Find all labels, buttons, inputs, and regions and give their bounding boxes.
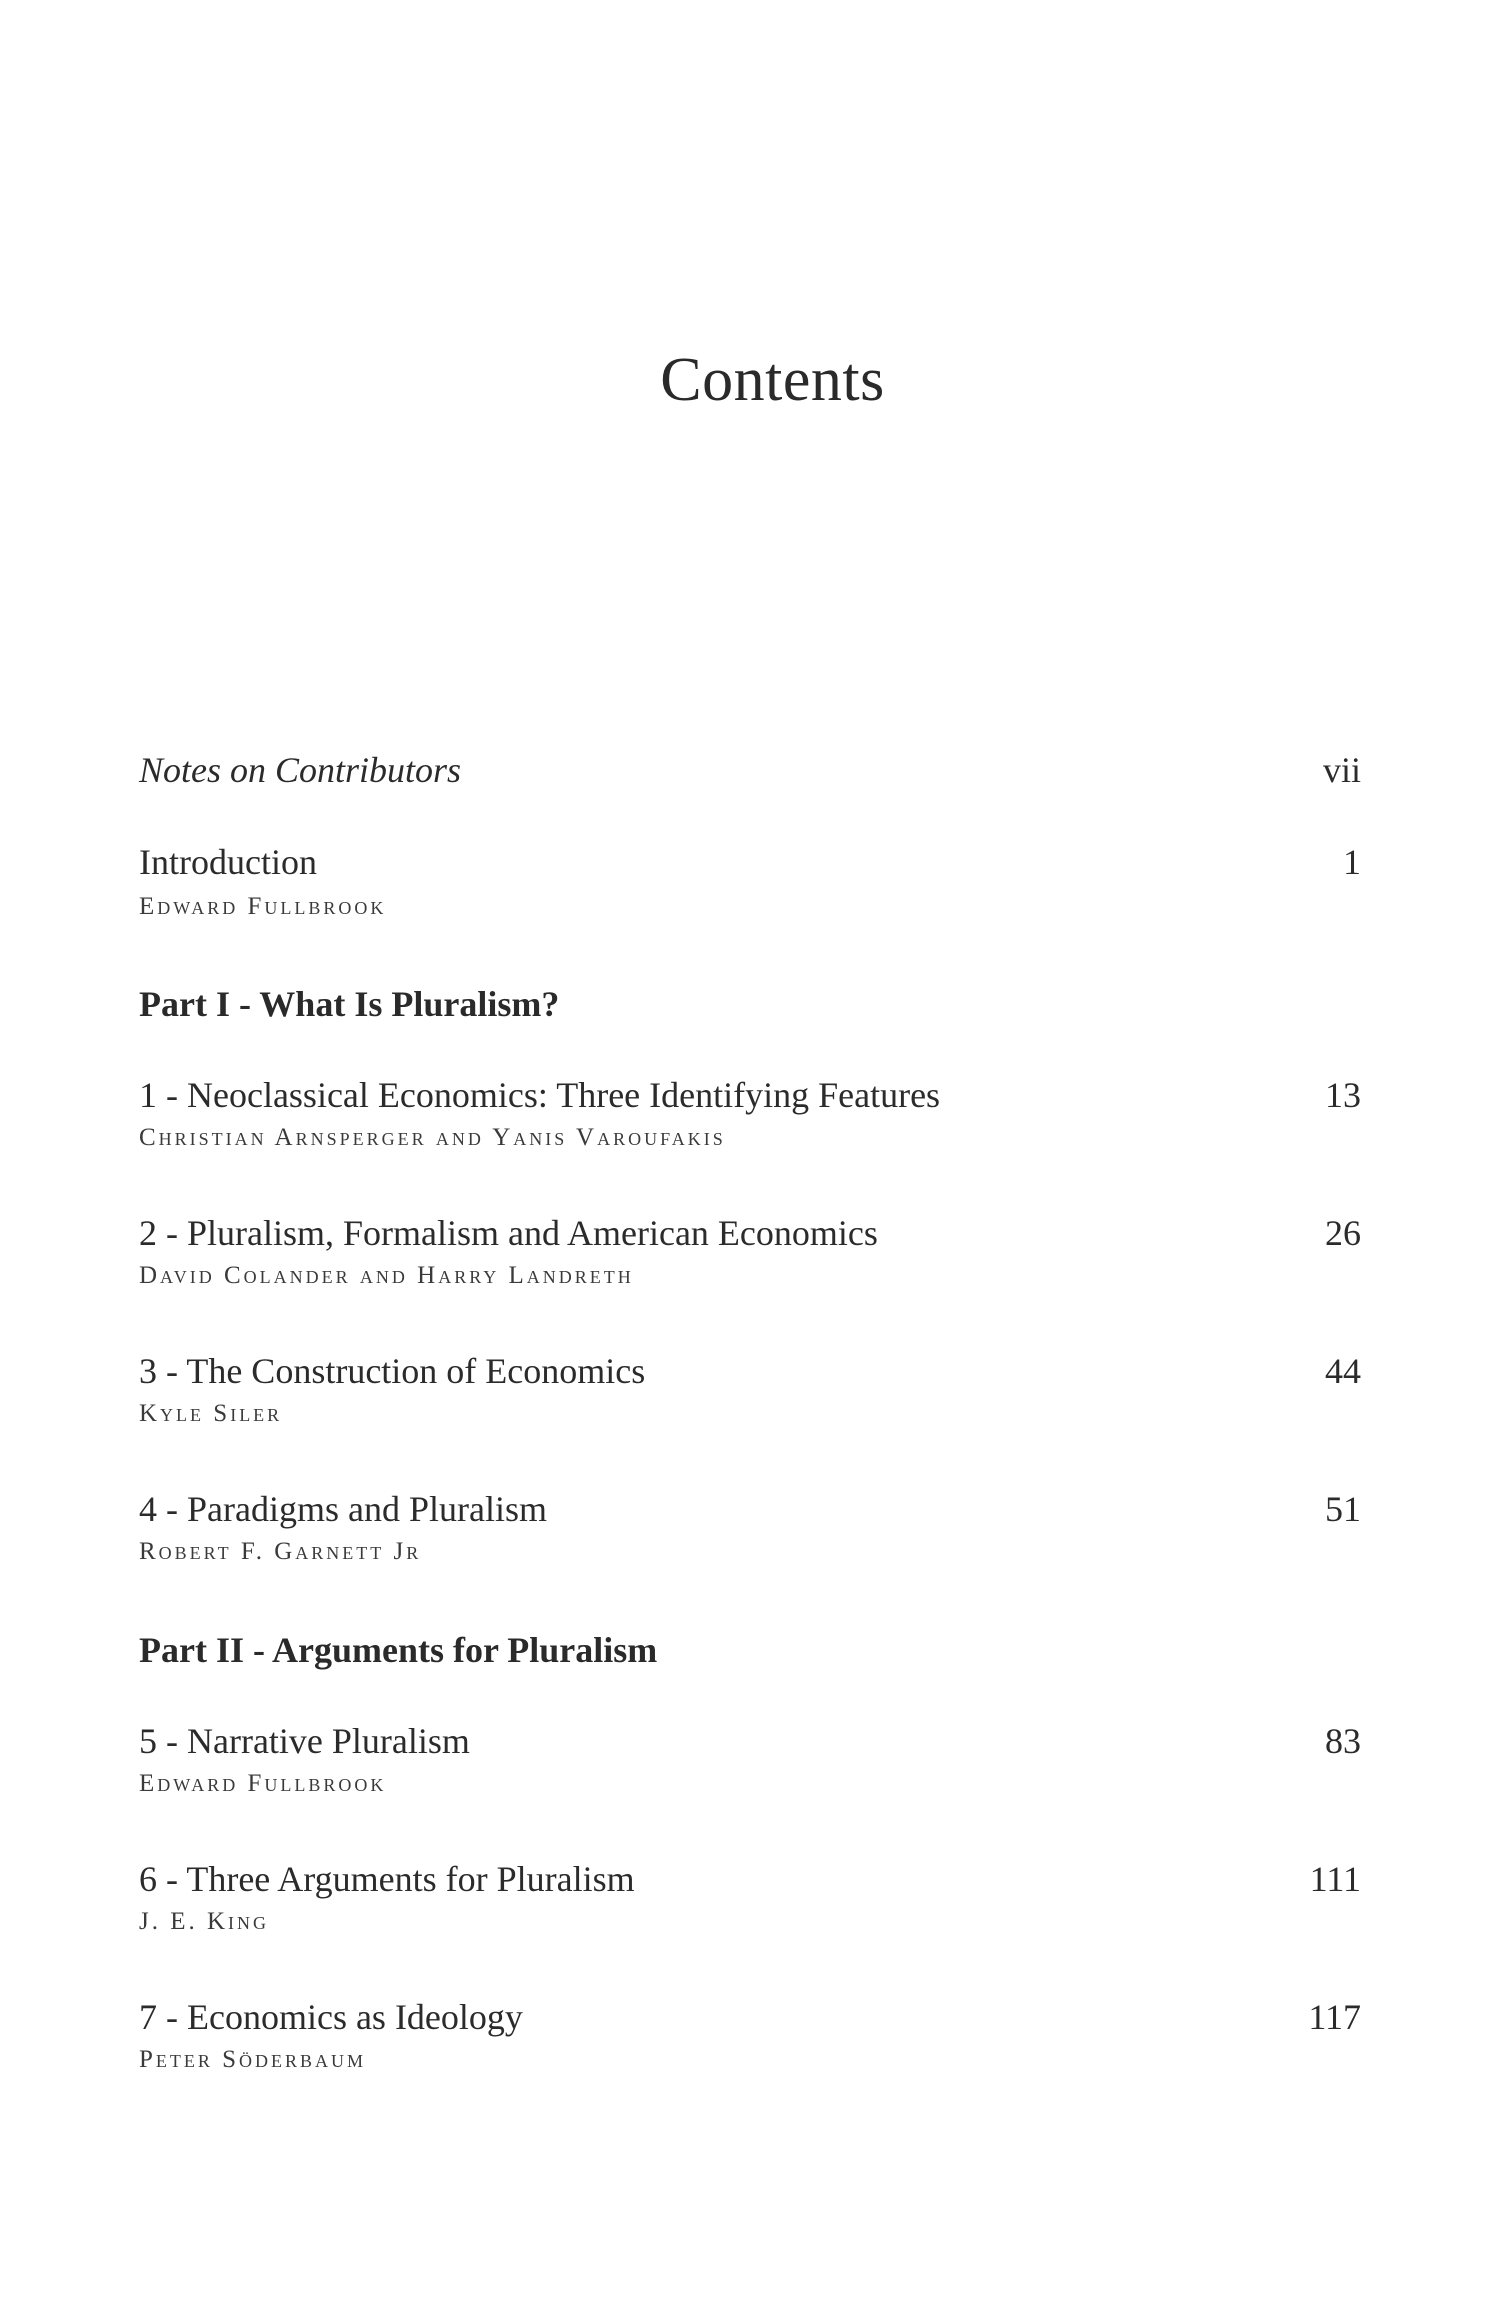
toc-entry-chapter[interactable] xyxy=(139,1349,1361,1427)
entry-page-number: 1 xyxy=(1343,842,1361,882)
toc-entry-chapter[interactable] xyxy=(139,1211,1361,1289)
toc-entry-chapter[interactable] xyxy=(139,1857,1361,1935)
entry-title: 6 - Three Arguments for Pluralism xyxy=(139,1859,635,1899)
entry-title: 5 - Narrative Pluralism xyxy=(139,1721,470,1761)
entry-author: Peter Söderbaum xyxy=(139,2046,367,2073)
entry-title: Introduction xyxy=(139,842,317,882)
entry-page-number: 83 xyxy=(1325,1721,1361,1761)
page-title: Contents xyxy=(660,346,885,414)
entry-title: 3 - The Construction of Economics xyxy=(139,1351,646,1391)
toc-entry-chapter[interactable] xyxy=(139,1995,1361,2073)
toc-entry-chapter[interactable] xyxy=(139,1487,1361,1565)
entry-title: Notes on Contributors xyxy=(139,750,462,790)
part-heading: Part II - Arguments for Pluralism xyxy=(139,1630,658,1670)
entry-page-number: vii xyxy=(1322,750,1361,790)
toc-entry-chapter[interactable] xyxy=(139,1719,1361,1797)
entry-title: 7 - Economics as Ideology xyxy=(139,1997,523,2037)
entry-page-number: 44 xyxy=(1325,1351,1361,1391)
entry-author: Edward Fullbrook xyxy=(139,1770,387,1797)
entry-title: 1 - Neoclassical Economics: Three Identifying Features xyxy=(139,1075,941,1115)
entry-author: Christian Arnsperger and Yanis Varoufakis xyxy=(139,1124,726,1151)
entry-page-number: 26 xyxy=(1325,1213,1361,1253)
entry-title: 2 - Pluralism, Formalism and American Economics xyxy=(139,1213,878,1253)
entry-author: David Colander and Harry Landreth xyxy=(139,1262,634,1289)
entry-page-number: 13 xyxy=(1325,1075,1361,1115)
entry-author: Robert F. Garnett Jr xyxy=(139,1538,422,1565)
part-heading: Part I - What Is Pluralism? xyxy=(139,984,560,1024)
entry-page-number: 111 xyxy=(1309,1859,1361,1899)
toc-entry-introduction[interactable] xyxy=(139,840,1361,920)
entry-title: 4 - Paradigms and Pluralism xyxy=(139,1489,547,1529)
entry-page-number: 117 xyxy=(1308,1997,1361,2037)
entry-page-number: 51 xyxy=(1325,1489,1361,1529)
entry-author: J. E. King xyxy=(139,1908,270,1935)
entry-author: Kyle Siler xyxy=(139,1400,283,1427)
toc-entry-chapter[interactable] xyxy=(139,1073,1361,1151)
entry-author: Edward Fullbrook xyxy=(139,893,387,920)
toc-entry-notes-on-contributors[interactable] xyxy=(139,748,1361,798)
